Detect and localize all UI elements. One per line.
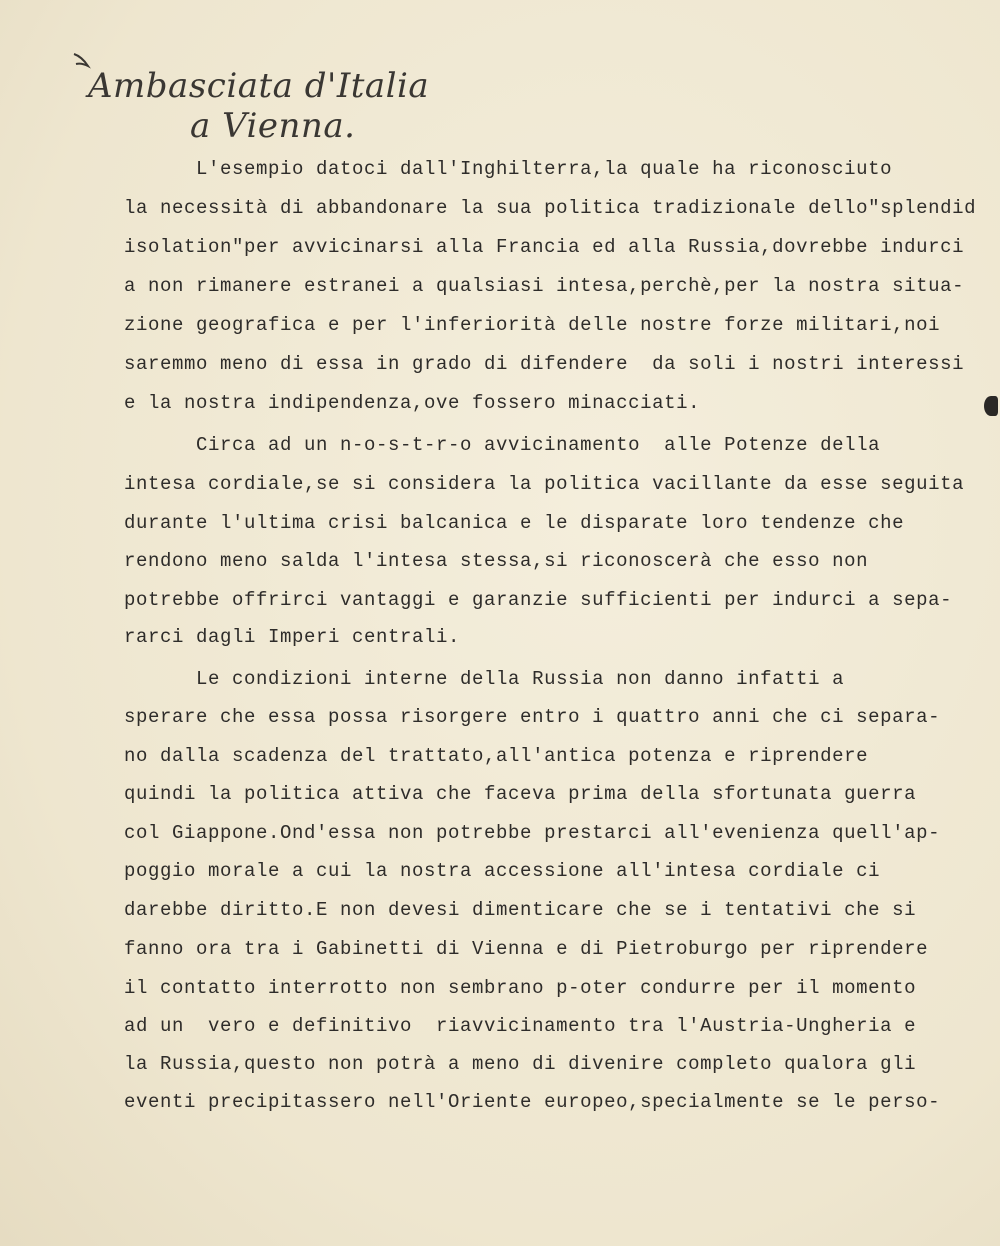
text-line: darebbe diritto.E non devesi dimenticare che se i tentativi che si	[124, 899, 917, 921]
text-line: Le condizioni interne della Russia non danno infatti a	[124, 668, 845, 690]
text-line: e la nostra indipendenza,ove fossero minacciati.	[124, 392, 701, 414]
text-line: ad un vero e definitivo riavvicinamento tra l'Austria-Ungheria e	[124, 1015, 917, 1037]
text-line: Circa ad un n-o-s-t-r-o avvicinamento alle Potenze della	[124, 434, 881, 456]
text-line: zione geografica e per l'inferiorità delle nostre forze militari,noi	[124, 314, 941, 336]
text-line: quindi la politica attiva che faceva prima della sfortunata guerra	[124, 783, 917, 805]
text-line: intesa cordiale,se si considera la politica vacillante da esse seguita	[124, 473, 965, 495]
text-line: poggio morale a cui la nostra accessione all'intesa cordiale ci	[124, 860, 881, 882]
text-line: L'esempio datoci dall'Inghilterra,la quale ha riconosciuto	[124, 158, 893, 180]
text-line: col Giappone.Ond'essa non potrebbe prestarci all'evenienza quell'ap-	[124, 822, 941, 844]
text-line: eventi precipitassero nell'Oriente europeo,specialmente se le perso-	[124, 1091, 941, 1113]
text-line: rendono meno salda l'intesa stessa,si riconoscerà che esso non	[124, 550, 869, 572]
paper-edge-mark	[984, 396, 998, 416]
text-line: il contatto interrotto non sembrano p-oter condurre per il momento	[124, 977, 917, 999]
text-line: durante l'ultima crisi balcanica e le disparate loro tendenze che	[124, 512, 905, 534]
letterhead-title: Ambasciata d'Italia	[88, 66, 430, 106]
text-line: la Russia,questo non potrà a meno di divenire completo qualora gli	[124, 1053, 917, 1075]
text-line: la necessità di abbandonare la sua politica tradizionale dello"splendid	[124, 197, 977, 219]
letterhead-subtitle: a Vienna.	[190, 106, 356, 146]
text-line: sperare che essa possa risorgere entro i quattro anni che ci separa-	[124, 706, 941, 728]
text-line: rarci dagli Imperi centrali.	[124, 626, 461, 648]
text-line: no dalla scadenza del trattato,all'antica potenza e riprendere	[124, 745, 869, 767]
text-line: saremmo meno di essa in grado di difendere da soli i nostri interessi	[124, 353, 965, 375]
text-line: fanno ora tra i Gabinetti di Vienna e di Pietroburgo per riprendere	[124, 938, 929, 960]
text-line: a non rimanere estranei a qualsiasi intesa,perchè,per la nostra situa-	[124, 275, 965, 297]
text-line: potrebbe offrirci vantaggi e garanzie sufficienti per indurci a sepa-	[124, 589, 953, 611]
text-line: isolation"per avvicinarsi alla Francia ed alla Russia,dovrebbe indurci	[124, 236, 965, 258]
